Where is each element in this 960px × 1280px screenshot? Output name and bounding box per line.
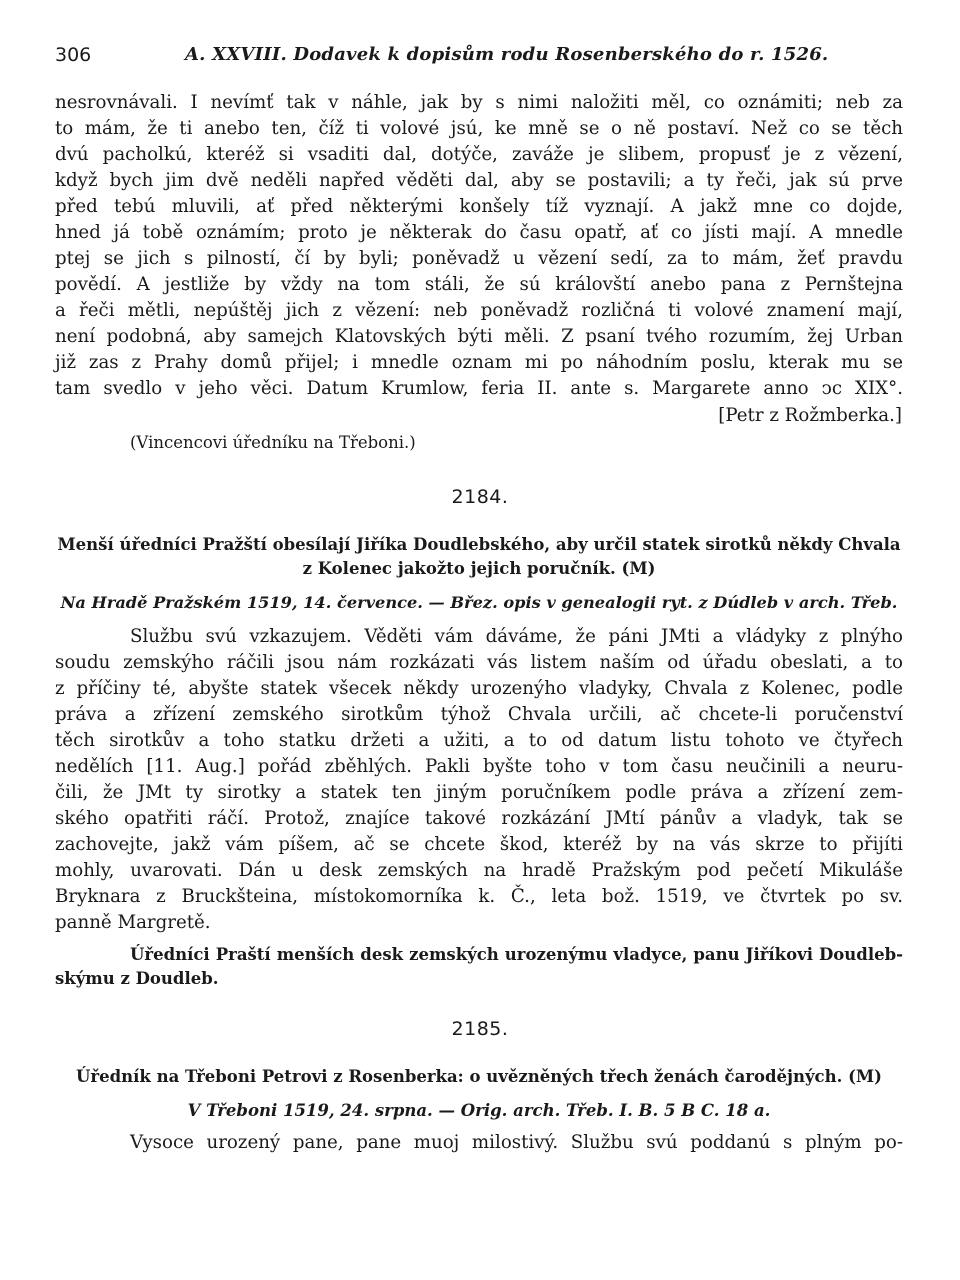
document-address: Úředníci Praští menších desk zemských urozenýmu vladyce, panu Jiříkovi Doudleb-: [130, 945, 903, 964]
text-line: ptej se jich s pilností, čí by byli; poněvadž u vězení sedí, za to mám, žeť pravdu: [55, 248, 903, 269]
text-line: Vysoce urozený pane, pane muoj milostivý. Službu svú poddanú s plným po-: [130, 1132, 903, 1153]
document-summary: Menší úředníci Pražští obesílají Jiříka Doudlebského, aby určil statek sirotků někdy Chvala: [57, 535, 901, 554]
document-number: 2184.: [451, 486, 509, 508]
document-source: Na Hradě Pražském 1519, 14. července. — Břez. opis v genealogii ryt. z Dúdleb v arch. Třeb.: [60, 593, 898, 612]
document-source: V Třeboni 1519, 24. srpna. — Orig. arch. Třeb. I. B. 5 B C. 18 a.: [187, 1101, 771, 1120]
page-number: 306: [55, 44, 92, 66]
letter-address: (Vincencovi úředníku na Třeboni.): [130, 433, 416, 452]
document-address: skýmu z Doudleb.: [55, 969, 219, 988]
text-line: ského opatřiti ráčí. Protož, znajíce takové rozkázání JMtí pánův a vladyk, tak se: [55, 808, 903, 829]
running-title: A. XXVIII. Dodavek k dopisům rodu Rosenberského do r. 1526.: [185, 44, 829, 65]
text-line: to mám, že ti anebo ten, číž ti volové jsú, ke mně se o ně postaví. Než co se těch: [55, 118, 903, 139]
text-line: již zas z Prahy domů přijel; i mnedle oznam mi po náhodním poslu, kterak mu se: [55, 352, 903, 373]
document-summary: Úředník na Třeboni Petrovi z Rosenberka: o uvězněných třech ženách čarodějných. (M): [76, 1067, 882, 1086]
text-line: nedělích [11. Aug.] pořád zběhlých. Pakli byšte toho v tom času neučinili a neuru-: [55, 756, 903, 777]
text-line: z příčiny té, abyšte statek všecek někdy urozenýho vladyky, Chvala z Kolenec, podle: [55, 678, 903, 699]
text-line: nesrovnávali. I nevímť tak v náhle, jak by s nimi naložiti měl, co oznámiti; neb za: [55, 92, 903, 113]
text-line: těch sirotkův a toho statku držeti a užiti, a to od datum listu tohoto ve čtyřech: [55, 730, 903, 751]
text-line: panně Margretě.: [55, 912, 211, 933]
text-line: tam svedlo v jeho věci. Datum Krumlow, feria II. ante s. Margarete anno ↄc XIX°.: [55, 378, 903, 399]
document-summary: z Kolenec jakožto jejich poručník. (M): [302, 559, 656, 578]
page-header: [55, 44, 910, 74]
text-line: Službu svú vzkazujem. Věděti vám dáváme, že páni JMti a vládyky z plnýho: [130, 626, 903, 647]
text-line: dvú pacholkú, kteréž si vsaditi dal, dotýče, zaváže je slibem, propusť je z vězení,: [55, 144, 903, 165]
text-line: povědí. A jestliže by vždy na tom stáli, že sú královští anebo pana z Pernštejna: [55, 274, 903, 295]
text-line: není podobná, aby samejch Klatovských býti měli. Z psaní tvého rozumím, žej Urban: [55, 326, 903, 347]
text-line: hned já tobě oznámím; proto je některak do času opatř, ať co jísti mají. A mnedle: [55, 222, 903, 243]
text-line: soudu zemskýho ráčili jsou nám rozkázati vás listem naším od úřadu obeslati, a to: [55, 652, 903, 673]
text-line: zachovejte, jakž vám píšem, ač se chcete škod, kteréž by na vás skrze to přijíti: [55, 834, 903, 855]
text-line: čili, že JMt ty sirotky a statek ten jiným poručníkem podle práva a zřízení zem-: [55, 782, 903, 803]
document-number: 2185.: [451, 1018, 509, 1040]
text-line: práva a zřízení zemského sirotkům týhož Chvala určili, ač chcete-li poručenství: [55, 704, 903, 725]
text-line: a řeči mětli, nepúštěj jich z vězení: neb poněvadž rozličná ti volové znamení mají,: [55, 300, 903, 321]
text-line: Bryknara z Bruckšteina, místokomorníka k. Č., leta bož. 1519, ve čtvrtek po sv.: [55, 886, 903, 907]
signature: [Petr z Rožmberka.]: [718, 405, 902, 426]
text-line: když bych jim dvě neděli napřed věděti dal, aby se postavili; a ty řeči, jak sú prve: [55, 170, 903, 191]
text-line: před tebú mluvili, ať před některými konšely tíž vyznají. A jakž mne co dojde,: [55, 196, 903, 217]
text-line: mohly, uvarovati. Dán u desk zemských na hradě Pražským pod pečetí Mikuláše: [55, 860, 903, 881]
